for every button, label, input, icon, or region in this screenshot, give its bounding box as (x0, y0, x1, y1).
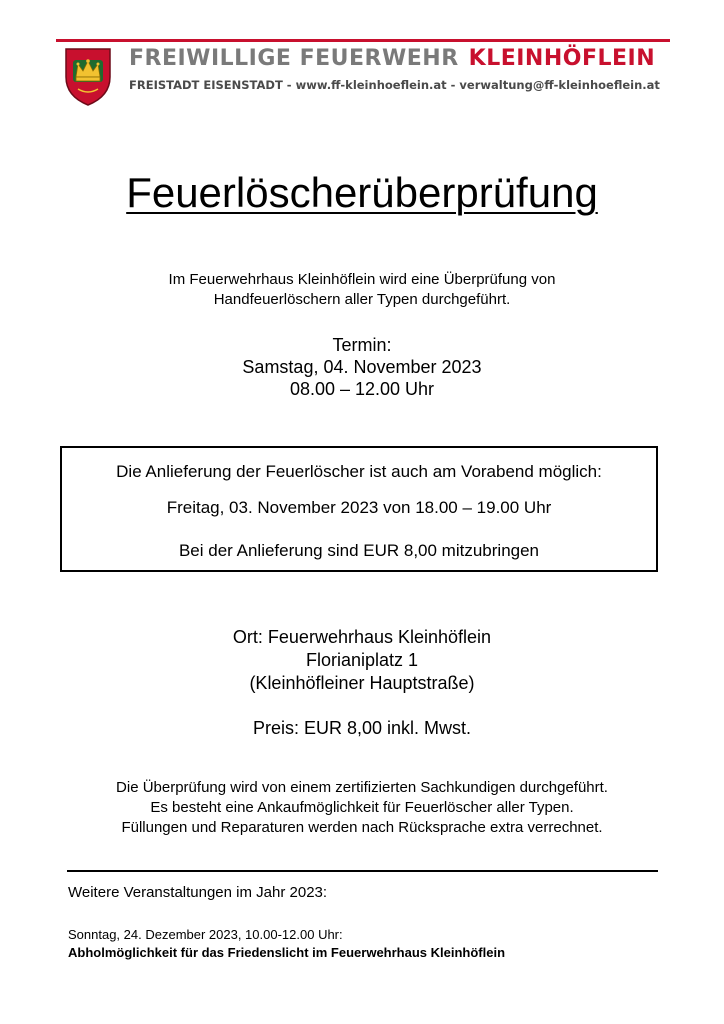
appointment-label: Termin: (332, 335, 392, 355)
event-description: Abholmöglichkeit für das Friedenslicht im Feuerwehrhaus Kleinhöflein (68, 945, 506, 960)
location-name: Ort: Feuerwehrhaus Kleinhöflein (232, 627, 492, 647)
delivery-notice-line: Die Anlieferung der Feuerlöscher ist auch am Vorabend möglich: (116, 462, 602, 481)
delivery-notice-fee: Bei der Anlieferung sind EUR 8,00 mitzubringen (178, 541, 540, 560)
section-divider (67, 870, 658, 872)
appointment-block (0, 334, 724, 400)
info-line: Füllungen und Reparaturen werden nach Rücksprache extra verrechnet. (121, 819, 603, 836)
event-date: Sonntag, 24. Dezember 2023, 10.00-12.00 Uhr: (68, 927, 343, 942)
page-title: Feuerlöscherüberprüfung (126, 169, 598, 216)
location-street: (Kleinhöfleiner Hauptstraße) (249, 673, 475, 693)
info-line: Es besteht eine Ankaufmöglichkeit für Feuerlöscher aller Typen. (150, 799, 574, 816)
intro-line: Im Feuerwehrhaus Kleinhöflein wird eine Überprüfung von (168, 271, 556, 288)
price-text: Preis: EUR 8,00 inkl. Mwst. (252, 718, 472, 738)
intro-line: Handfeuerlöschern aller Typen durchgeführt. (213, 291, 511, 308)
appointment-date: Samstag, 04. November 2023 (242, 357, 482, 377)
location-block (0, 626, 724, 695)
header-top-rule (56, 39, 670, 42)
coat-of-arms-icon (64, 47, 112, 107)
org-contact-line: FREISTADT EISENSTADT - www.ff-kleinhoeflein.at - verwaltung@ff-kleinhoeflein.at (129, 78, 660, 92)
intro-text (0, 270, 724, 310)
org-name (129, 48, 655, 70)
delivery-notice-box (60, 446, 658, 572)
org-name-prefix: FREIWILLIGE FEUERWEHR (129, 46, 459, 71)
events-heading: Weitere Veranstaltungen im Jahr 2023: (68, 884, 328, 901)
info-line: Die Überprüfung wird von einem zertifizierten Sachkundigen durchgeführt. (116, 779, 608, 796)
delivery-notice-date: Freitag, 03. November 2023 von 18.00 – 19.00 Uhr (166, 498, 552, 517)
info-text (0, 778, 724, 838)
location-address: Florianiplatz 1 (305, 650, 419, 670)
org-name-town: KLEINHÖFLEIN (468, 46, 656, 71)
appointment-time: 08.00 – 12.00 Uhr (289, 379, 435, 399)
